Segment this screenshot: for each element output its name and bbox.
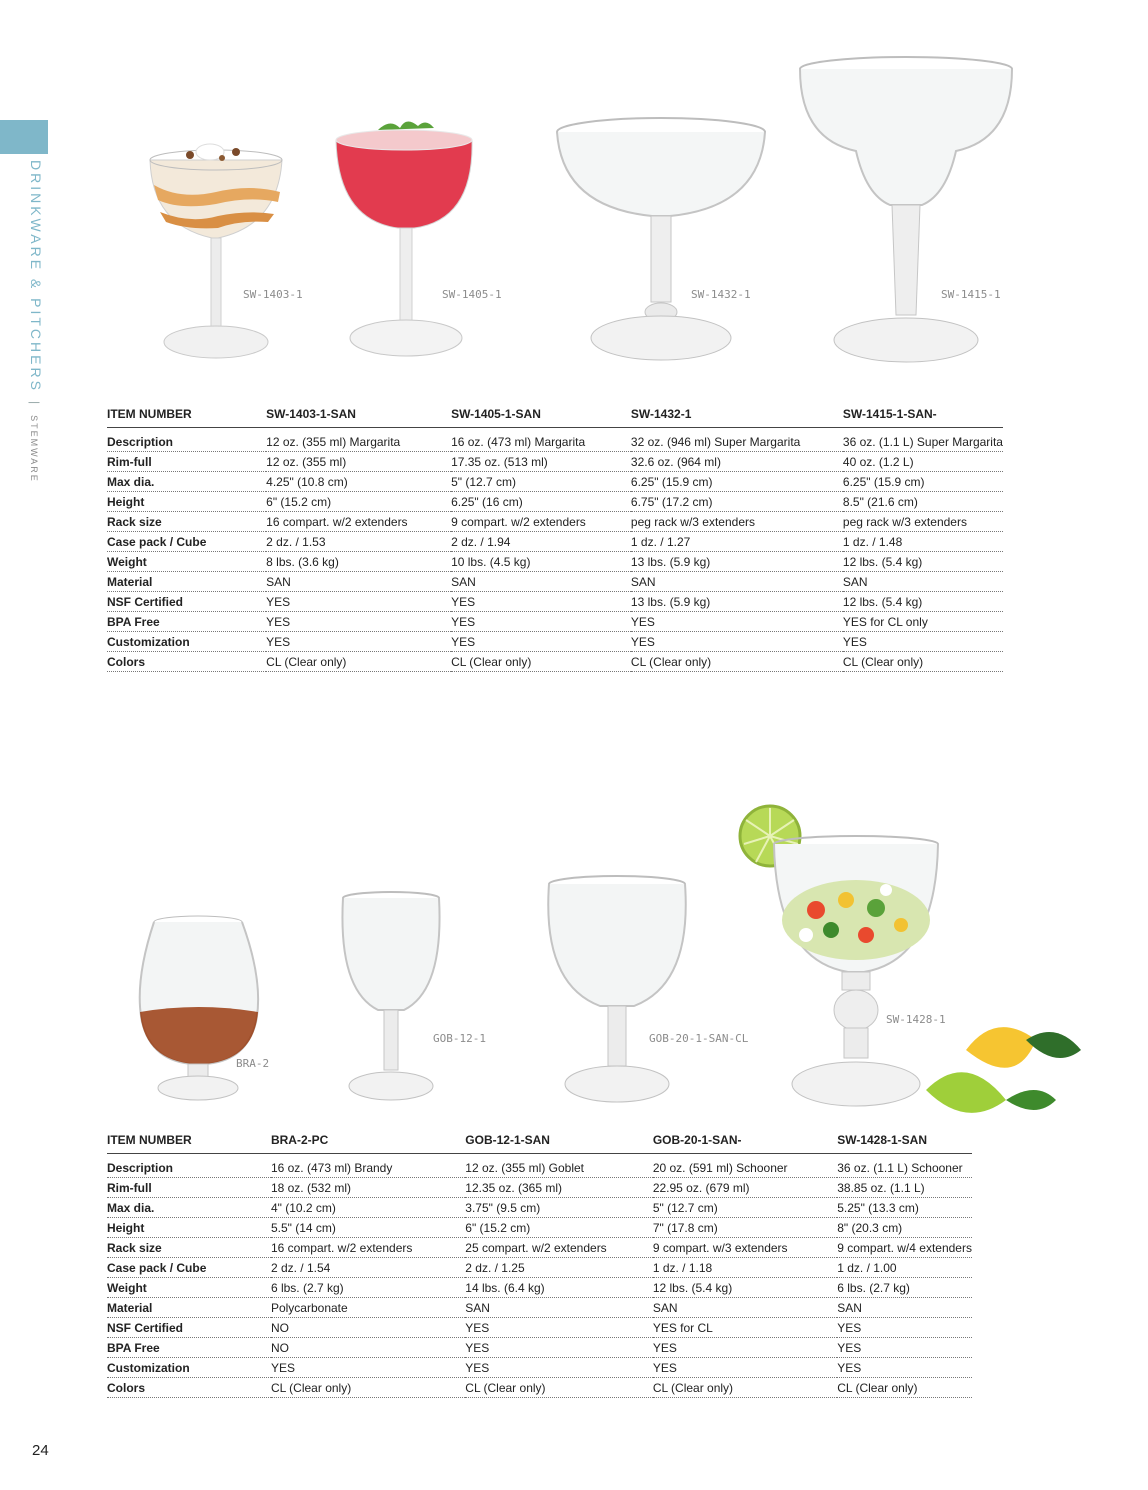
table-cell: SAN <box>837 1298 972 1318</box>
row-label: Material <box>107 572 266 592</box>
table-cell: SAN <box>465 1298 653 1318</box>
header-cell: SW-1432-1 <box>631 407 843 428</box>
table-cell: SAN <box>266 572 451 592</box>
table-cell: YES for CL <box>653 1318 837 1338</box>
table-row <box>107 1218 972 1238</box>
row-label: Material <box>107 1298 271 1318</box>
table-cell: 18 oz. (532 ml) <box>271 1178 465 1198</box>
header-cell: ITEM NUMBER <box>107 1133 271 1154</box>
table-row <box>107 452 1003 472</box>
table-cell: CL (Clear only) <box>465 1378 653 1398</box>
table-cell: 25 compart. w/2 extenders <box>465 1238 653 1258</box>
table-cell: YES for CL only <box>843 612 1003 632</box>
table-cell: 2 dz. / 1.94 <box>451 532 631 552</box>
header-cell: SW-1403-1-SAN <box>266 407 451 428</box>
row-label: Case pack / Cube <box>107 532 266 552</box>
table-cell: YES <box>837 1358 972 1378</box>
row-label: Description <box>107 1158 271 1178</box>
table-cell: CL (Clear only) <box>271 1378 465 1398</box>
table-row <box>107 572 1003 592</box>
row-label: Colors <box>107 652 266 672</box>
table-cell: CL (Clear only) <box>631 652 843 672</box>
table-cell: 16 oz. (473 ml) Margarita <box>451 432 631 452</box>
table-cell: CL (Clear only) <box>653 1378 837 1398</box>
table-cell: 8 lbs. (3.6 kg) <box>266 552 451 572</box>
table-cell: SAN <box>843 572 1003 592</box>
table-header-row <box>107 407 1003 428</box>
table-cell: YES <box>465 1318 653 1338</box>
header-cell: GOB-20-1-SAN- <box>653 1133 837 1154</box>
table-cell: NO <box>271 1318 465 1338</box>
table-cell: 2 dz. / 1.53 <box>266 532 451 552</box>
table-cell: 12 lbs. (5.4 kg) <box>843 592 1003 612</box>
table-cell: YES <box>451 592 631 612</box>
table-cell: 8.5" (21.6 cm) <box>843 492 1003 512</box>
table-row <box>107 632 1003 652</box>
product-caption: SW-1403-1 <box>243 288 303 301</box>
table-cell: 6" (15.2 cm) <box>465 1218 653 1238</box>
table-row <box>107 1198 972 1218</box>
table-header-row <box>107 1133 972 1154</box>
product-caption: SW-1415-1 <box>941 288 1001 301</box>
section-separator: | <box>28 400 42 408</box>
table-cell: YES <box>837 1318 972 1338</box>
table-cell: 5.5" (14 cm) <box>271 1218 465 1238</box>
table-cell: 1 dz. / 1.27 <box>631 532 843 552</box>
table-cell: 12.35 oz. (365 ml) <box>465 1178 653 1198</box>
table-cell: 9 compart. w/4 extenders <box>837 1238 972 1258</box>
table-row <box>107 1158 972 1178</box>
table-cell: YES <box>266 612 451 632</box>
table-row <box>107 1178 972 1198</box>
table-cell: CL (Clear only) <box>837 1378 972 1398</box>
table-cell: 5" (12.7 cm) <box>653 1198 837 1218</box>
product-caption: SW-1432-1 <box>691 288 751 301</box>
header-cell: ITEM NUMBER <box>107 407 266 428</box>
row-label: Colors <box>107 1378 271 1398</box>
table-row <box>107 552 1003 572</box>
table-row <box>107 1298 972 1318</box>
header-cell: GOB-12-1-SAN <box>465 1133 653 1154</box>
table-cell: YES <box>631 632 843 652</box>
header-cell: SW-1405-1-SAN <box>451 407 631 428</box>
table-cell: CL (Clear only) <box>843 652 1003 672</box>
section-side-label <box>28 160 44 483</box>
table-cell: 10 lbs. (4.5 kg) <box>451 552 631 572</box>
table-cell: YES <box>271 1358 465 1378</box>
table-cell: peg rack w/3 extenders <box>631 512 843 532</box>
table-row <box>107 472 1003 492</box>
row-label: NSF Certified <box>107 592 266 612</box>
subsection-title: STEMWARE <box>29 415 39 483</box>
table-cell: 16 compart. w/2 extenders <box>271 1238 465 1258</box>
product-caption: GOB-12-1 <box>433 1032 486 1045</box>
table-cell: 12 lbs. (5.4 kg) <box>653 1278 837 1298</box>
table-cell: YES <box>451 632 631 652</box>
table-cell: SAN <box>451 572 631 592</box>
table-cell: 6" (15.2 cm) <box>266 492 451 512</box>
table-cell: 12 lbs. (5.4 kg) <box>843 552 1003 572</box>
row-label: Case pack / Cube <box>107 1258 271 1278</box>
table-cell: YES <box>631 612 843 632</box>
glass-photo-gob-20 <box>542 874 692 1109</box>
table-cell: 2 dz. / 1.54 <box>271 1258 465 1278</box>
table-cell: 9 compart. w/2 extenders <box>451 512 631 532</box>
row-label: BPA Free <box>107 612 266 632</box>
table-row <box>107 492 1003 512</box>
table-cell: CL (Clear only) <box>451 652 631 672</box>
table-cell: YES <box>451 612 631 632</box>
table-cell: 22.95 oz. (679 ml) <box>653 1178 837 1198</box>
table-row <box>107 1378 972 1398</box>
table-cell: 1 dz. / 1.18 <box>653 1258 837 1278</box>
table-cell: 36 oz. (1.1 L) Schooner <box>837 1158 972 1178</box>
product-caption: SW-1405-1 <box>442 288 502 301</box>
table-cell: 13 lbs. (5.9 kg) <box>631 592 843 612</box>
table-cell: YES <box>843 632 1003 652</box>
table-cell: 16 compart. w/2 extenders <box>266 512 451 532</box>
header-cell: SW-1415-1-SAN- <box>843 407 1003 428</box>
glass-photo-bra-2 <box>134 912 264 1107</box>
table-cell: 20 oz. (591 ml) Schooner <box>653 1158 837 1178</box>
row-label: Customization <box>107 1358 271 1378</box>
glass-photo-gob-12 <box>338 890 444 1110</box>
table-cell: 40 oz. (1.2 L) <box>843 452 1003 472</box>
table-cell: 17.35 oz. (513 ml) <box>451 452 631 472</box>
table-cell: 2 dz. / 1.25 <box>465 1258 653 1278</box>
product-caption: SW-1428-1 <box>886 1013 946 1026</box>
table-cell: 32.6 oz. (964 ml) <box>631 452 843 472</box>
table-cell: 6.25" (15.9 cm) <box>631 472 843 492</box>
table-row <box>107 1238 972 1258</box>
table-cell: 5.25" (13.3 cm) <box>837 1198 972 1218</box>
header-cell: SW-1428-1-SAN <box>837 1133 972 1154</box>
table-cell: 1 dz. / 1.00 <box>837 1258 972 1278</box>
table-cell: YES <box>653 1358 837 1378</box>
table-row <box>107 532 1003 552</box>
table-cell: 1 dz. / 1.48 <box>843 532 1003 552</box>
row-label: Rack size <box>107 512 266 532</box>
row-label: Max dia. <box>107 472 266 492</box>
table-row <box>107 652 1003 672</box>
glass-photo-sw-1403 <box>140 130 300 365</box>
table-row <box>107 1258 972 1278</box>
table-row <box>107 1278 972 1298</box>
row-label: NSF Certified <box>107 1318 271 1338</box>
glass-photo-sw-1405 <box>330 108 480 368</box>
table-cell: YES <box>266 632 451 652</box>
table-cell: 5" (12.7 cm) <box>451 472 631 492</box>
section-title: DRINKWARE & PITCHERS <box>28 160 44 393</box>
table-cell: YES <box>465 1338 653 1358</box>
row-label: Weight <box>107 552 266 572</box>
table-cell: YES <box>653 1338 837 1358</box>
table-cell: 14 lbs. (6.4 kg) <box>465 1278 653 1298</box>
header-cell: BRA-2-PC <box>271 1133 465 1154</box>
table-row <box>107 432 1003 452</box>
product-caption: GOB-20-1-SAN-CL <box>649 1032 749 1045</box>
table-cell: CL (Clear only) <box>266 652 451 672</box>
table-cell: 4.25" (10.8 cm) <box>266 472 451 492</box>
table-cell: YES <box>837 1338 972 1358</box>
table-cell: Polycarbonate <box>271 1298 465 1318</box>
table-cell: 38.85 oz. (1.1 L) <box>837 1178 972 1198</box>
page-number: 24 <box>32 1442 49 1459</box>
row-label: BPA Free <box>107 1338 271 1358</box>
table-cell: 8" (20.3 cm) <box>837 1218 972 1238</box>
table-cell: 4" (10.2 cm) <box>271 1198 465 1218</box>
spec-table-top <box>107 407 1003 672</box>
table-cell: 6.25" (16 cm) <box>451 492 631 512</box>
row-label: Description <box>107 432 266 452</box>
table-cell: SAN <box>631 572 843 592</box>
table-cell: YES <box>465 1358 653 1378</box>
table-cell: 6 lbs. (2.7 kg) <box>837 1278 972 1298</box>
row-label: Customization <box>107 632 266 652</box>
row-label: Height <box>107 492 266 512</box>
table-cell: 6.25" (15.9 cm) <box>843 472 1003 492</box>
row-label: Max dia. <box>107 1198 271 1218</box>
row-label: Height <box>107 1218 271 1238</box>
spec-table-bottom <box>107 1133 972 1398</box>
table-cell: 6 lbs. (2.7 kg) <box>271 1278 465 1298</box>
table-row <box>107 1318 972 1338</box>
table-row <box>107 1358 972 1378</box>
table-row <box>107 612 1003 632</box>
glass-photo-sw-1432 <box>552 112 770 367</box>
table-cell: 7" (17.8 cm) <box>653 1218 837 1238</box>
row-label: Rim-full <box>107 1178 271 1198</box>
glass-photo-sw-1428 <box>736 800 1086 1125</box>
table-cell: SAN <box>653 1298 837 1318</box>
table-cell: YES <box>266 592 451 612</box>
table-cell: NO <box>271 1338 465 1358</box>
table-cell: 6.75" (17.2 cm) <box>631 492 843 512</box>
row-label: Rim-full <box>107 452 266 472</box>
table-row <box>107 512 1003 532</box>
row-label: Rack size <box>107 1238 271 1258</box>
table-cell: 12 oz. (355 ml) Margarita <box>266 432 451 452</box>
table-cell: 12 oz. (355 ml) <box>266 452 451 472</box>
table-cell: 9 compart. w/3 extenders <box>653 1238 837 1258</box>
glass-photo-sw-1415 <box>796 55 1014 370</box>
table-cell: peg rack w/3 extenders <box>843 512 1003 532</box>
table-cell: 12 oz. (355 ml) Goblet <box>465 1158 653 1178</box>
section-tab-marker <box>0 120 48 154</box>
table-row <box>107 1338 972 1358</box>
table-cell: 3.75" (9.5 cm) <box>465 1198 653 1218</box>
table-row <box>107 592 1003 612</box>
table-cell: 32 oz. (946 ml) Super Margarita <box>631 432 843 452</box>
table-cell: 36 oz. (1.1 L) Super Margarita <box>843 432 1003 452</box>
table-cell: 16 oz. (473 ml) Brandy <box>271 1158 465 1178</box>
product-caption: BRA-2 <box>236 1057 270 1070</box>
table-cell: 13 lbs. (5.9 kg) <box>631 552 843 572</box>
row-label: Weight <box>107 1278 271 1298</box>
